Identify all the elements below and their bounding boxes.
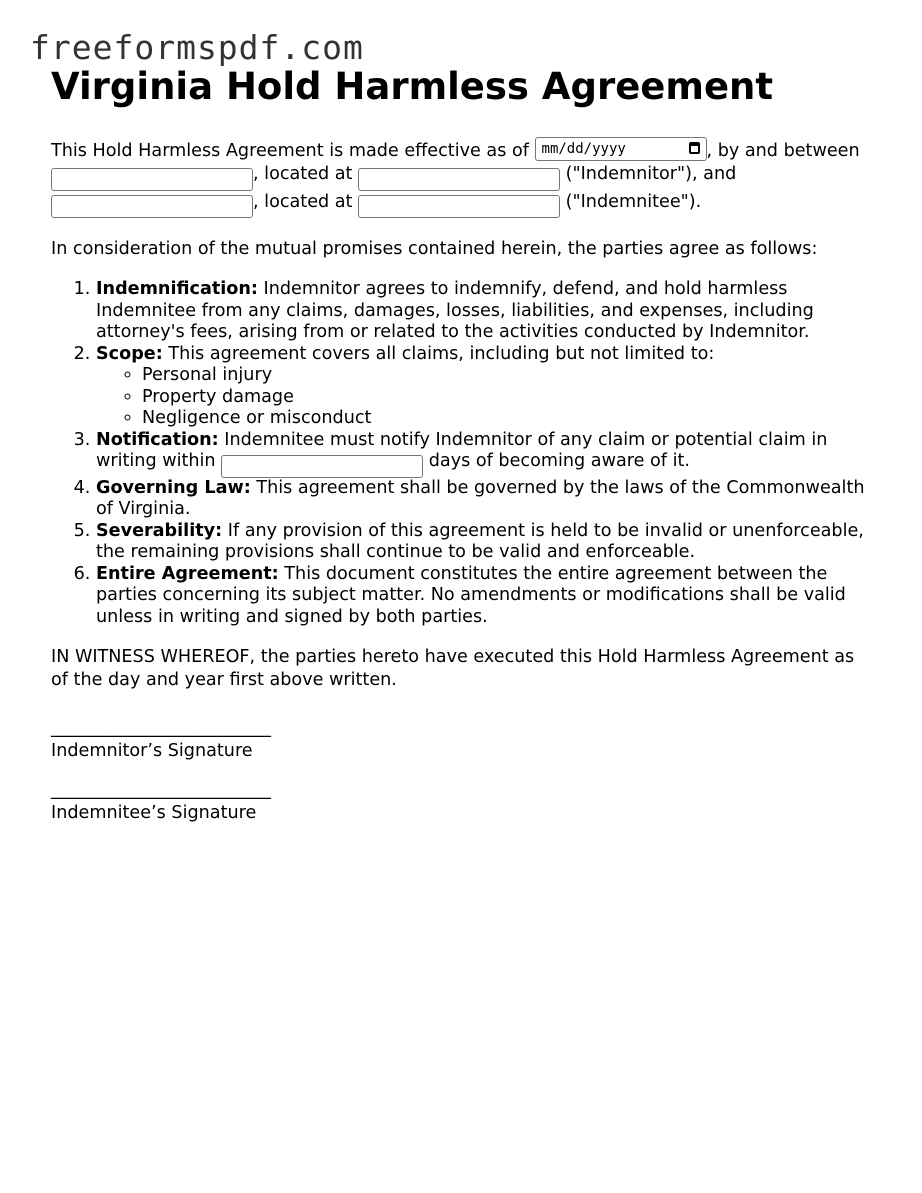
intro-text-5: , located at — [253, 191, 359, 212]
clause-heading: Severability: — [96, 520, 223, 541]
indemnitee-signature — [51, 779, 871, 825]
witness-paragraph: IN WITNESS WHEREOF, the parties hereto have executed this Hold Harmless Agreement as of the day and year first above written. — [51, 647, 855, 690]
clause-heading: Governing Law: — [96, 477, 251, 498]
effective-date-input[interactable] — [535, 137, 707, 161]
date-placeholder: mm/dd/yyyy — [541, 141, 626, 157]
indemnitor-signature — [51, 717, 871, 763]
intro-text-2: , by and between — [706, 141, 860, 161]
indemnitee-name-input[interactable] — [51, 195, 253, 218]
clause-notification — [96, 430, 871, 478]
clause-governing-law — [96, 478, 871, 521]
signature-label: Indemnitor’s Signature — [51, 741, 253, 761]
document — [51, 64, 871, 825]
clause-text: Indemnitee must notify Indemnitor of any claim or potential claim in writing within — [96, 429, 828, 471]
intro-text-6: ("Indemnitee"). — [560, 191, 702, 212]
notification-days-input[interactable] — [221, 455, 423, 478]
clause-heading: Entire Agreement: — [96, 563, 279, 584]
signature-section — [51, 717, 871, 825]
clause-severability — [96, 521, 871, 564]
indemnitee-address-input[interactable] — [358, 195, 560, 218]
clause-heading: Indemnification: — [96, 279, 258, 299]
intro-paragraph — [51, 137, 871, 218]
clause-scope — [96, 344, 871, 430]
list-item: ◦ Personal injury — [142, 365, 871, 387]
scope-sublist — [96, 365, 871, 430]
consideration-paragraph: In consideration of the mutual promises contained herein, the parties agree as follows: — [51, 239, 818, 259]
intro-text-4: ("Indemnitor"), and — [560, 164, 737, 184]
signature-label: Indemnitee’s Signature — [51, 803, 257, 823]
signature-line: _________________________ — [51, 780, 271, 800]
clause-text: This agreement covers all claims, including but not limited to: — [162, 343, 715, 364]
clause-text: This document constitutes the entire agreement between the parties concerning its subject matter. No amendments or modifications shall be valid unless in writing and signed by both parties. — [96, 563, 846, 627]
indemnitor-address-input[interactable] — [358, 168, 560, 191]
clause-list — [51, 279, 871, 628]
clause-text: Indemnitor agrees to indemnify, defend, and hold harmless Indemnitee from any claims, damages, losses, liabilities, and expenses, including attorney's fees, arising from or related to the activities conducted by Indemnitor. — [96, 279, 814, 342]
indemnitor-name-input[interactable] — [51, 168, 253, 191]
page-title: Virginia Hold Harmless Agreement — [51, 65, 774, 108]
intro-text-3: , located at — [253, 164, 359, 184]
clause-text: This agreement shall be governed by the laws of the Commonwealth of Virginia. — [96, 477, 865, 519]
signature-line: _________________________ — [51, 718, 271, 738]
clause-text-after: days of becoming aware of it. — [423, 451, 690, 471]
clause-text: If any provision of this agreement is held to be invalid or unenforceable, the remaining provisions shall continue to be valid and enforceable. — [96, 520, 864, 562]
intro-text-1: This Hold Harmless Agreement is made effective as of — [51, 141, 535, 161]
clause-entire-agreement — [96, 564, 871, 629]
calendar-icon[interactable] — [689, 142, 700, 154]
clause-heading: Notification: — [96, 429, 219, 450]
clause-indemnification — [96, 279, 871, 344]
watermark: freeformspdf.com — [30, 28, 364, 67]
list-item: ◦ Negligence or misconduct — [142, 408, 871, 430]
clause-heading: Scope: — [96, 343, 163, 364]
list-item: ◦ Property damage — [142, 387, 871, 409]
